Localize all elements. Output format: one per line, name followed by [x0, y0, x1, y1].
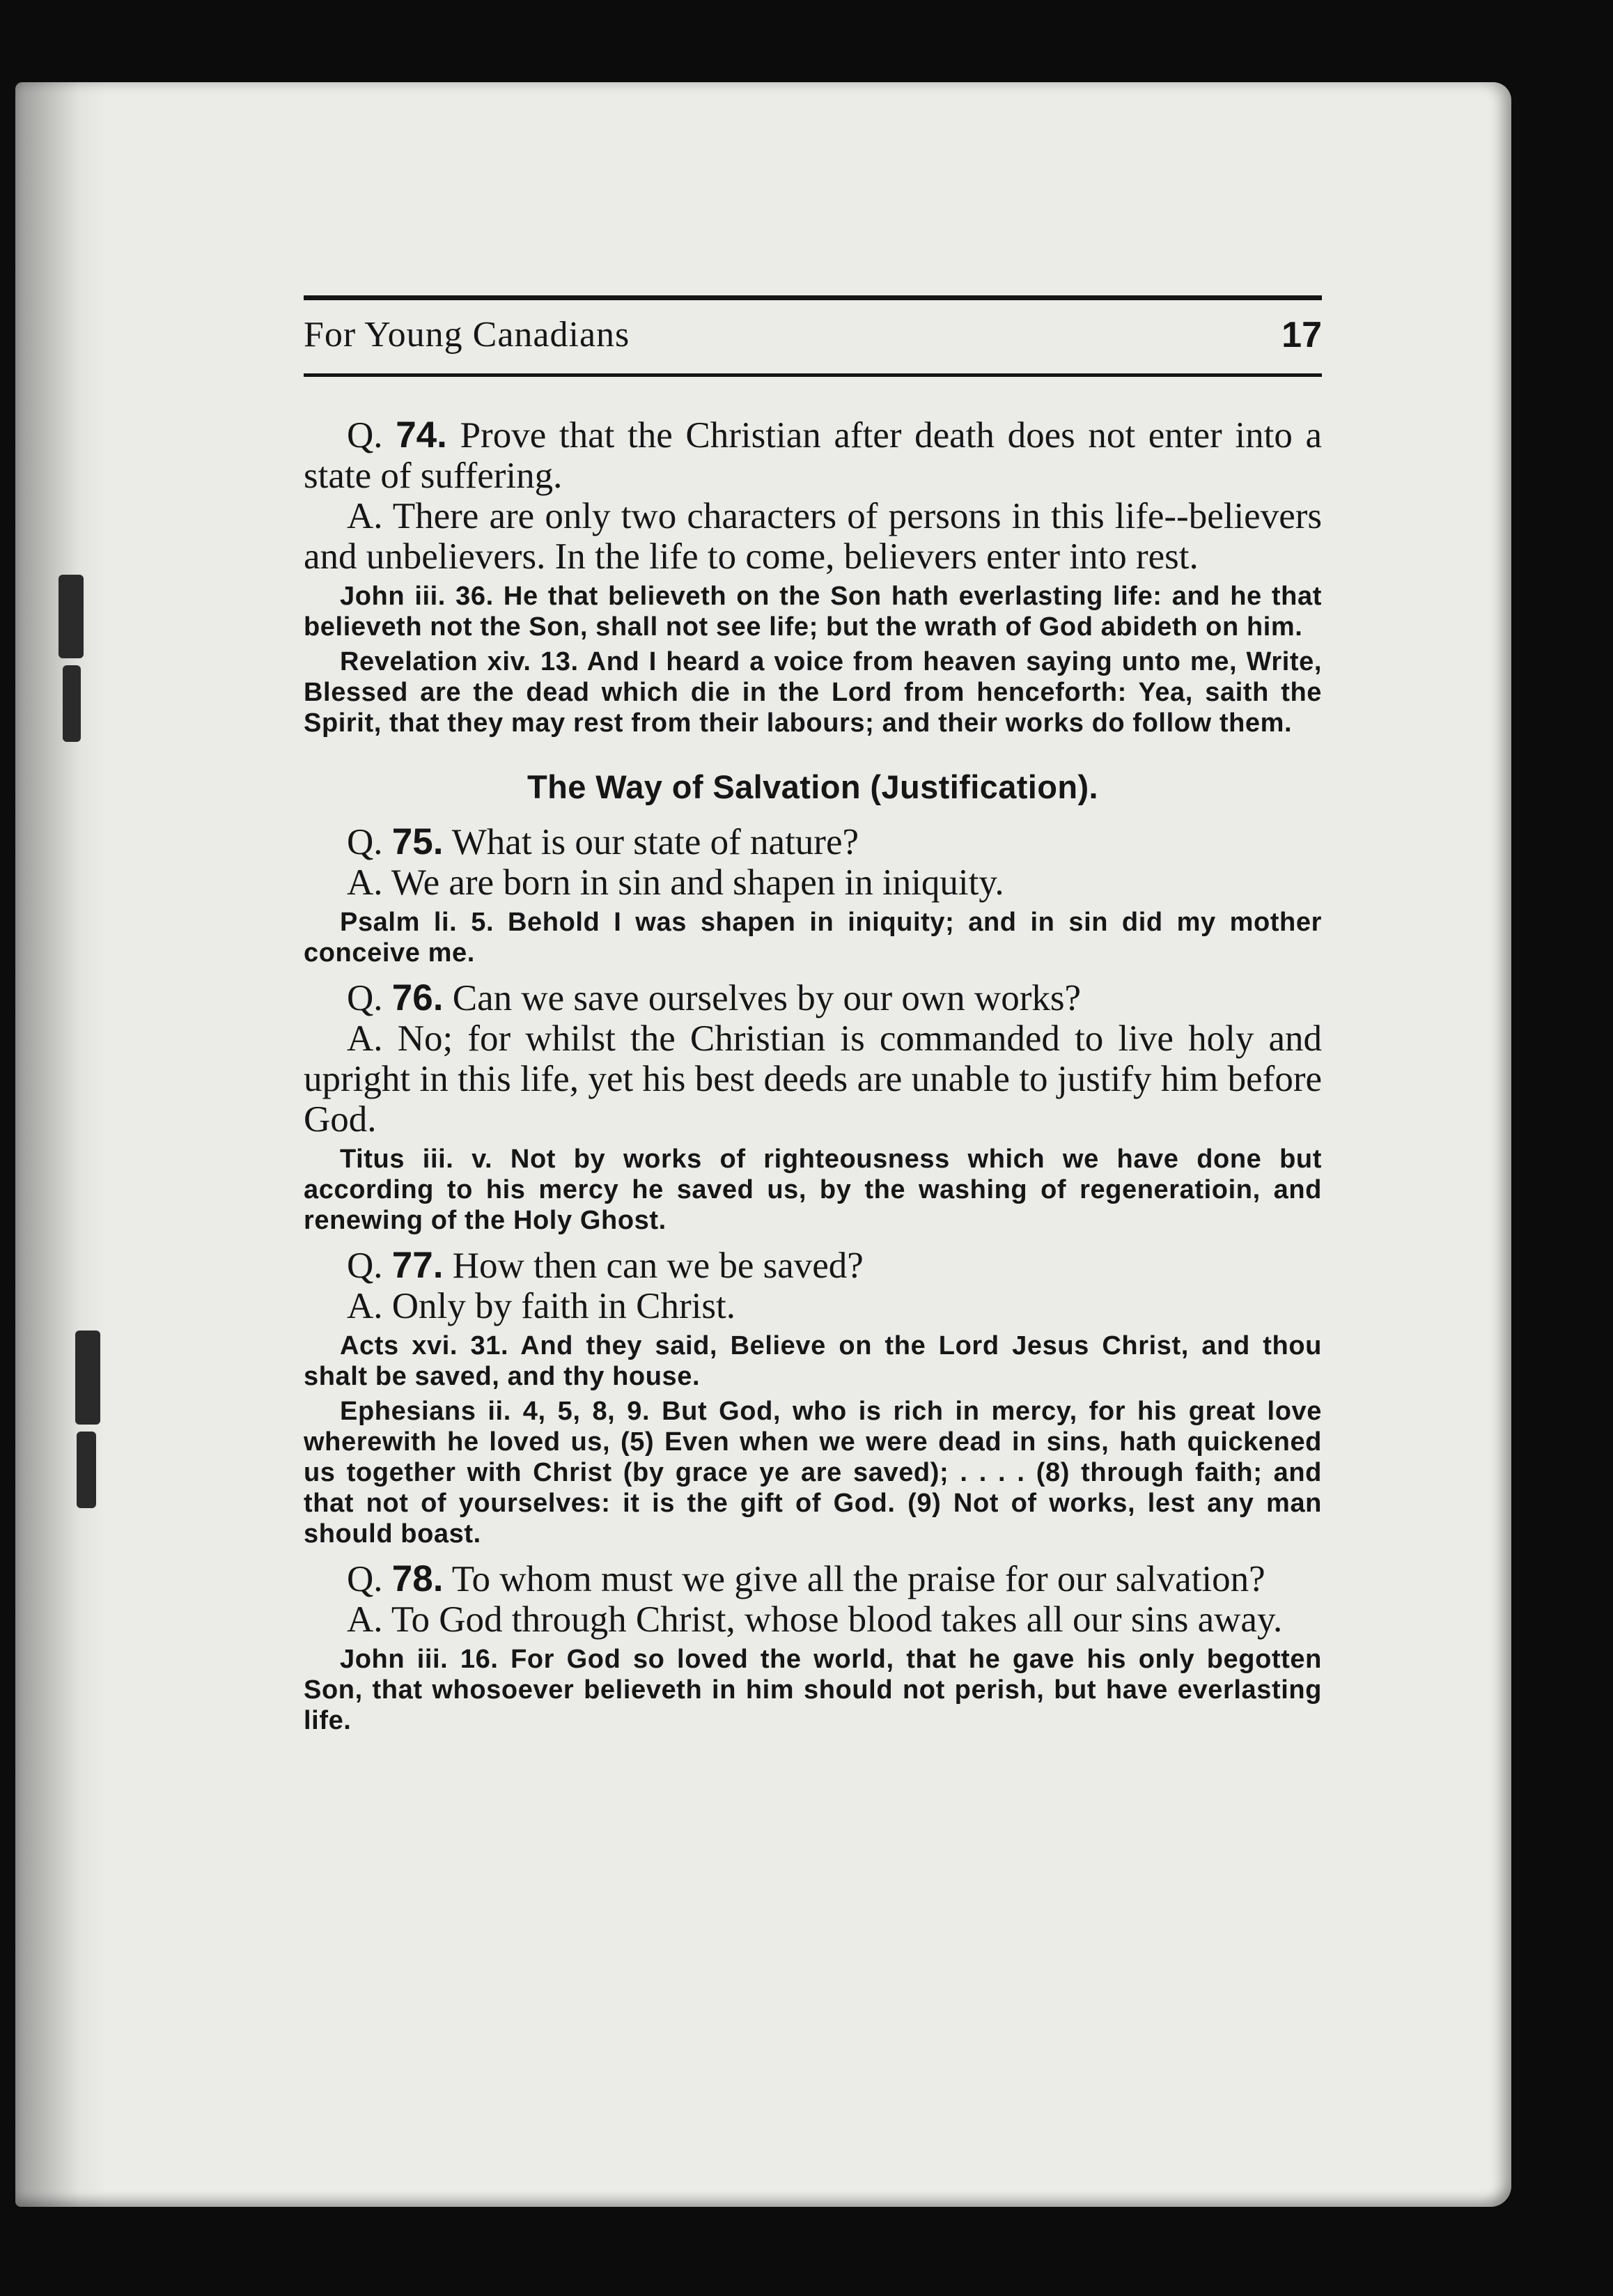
question-78: Q. 78. To whom must we give all the praise for our salvation? — [347, 1558, 1265, 1599]
catechism-question-74 — [304, 415, 1322, 738]
answer-78: A. To God through Christ, whose blood takes all our sins away. — [347, 1599, 1283, 1640]
catechism-question-75 — [304, 822, 1322, 968]
answer-75: A. We are born in sin and shapen in iniquity. — [347, 862, 1004, 903]
page-number: 17 — [1281, 315, 1322, 355]
question-75: Q. 75. What is our state of nature? — [347, 821, 859, 862]
header-top-rule — [304, 295, 1322, 300]
scripture-verse: Titus iii. v. Not by works of righteousness which we have done but according to his mercy he saved us, by the washing of regeneratioin, and renewing of the Holy Ghost. — [304, 1145, 1322, 1235]
scripture-verse: Ephesians ii. 4, 5, 8, 9. But God, who is rich in mercy, for his great love wherewith he loved us, (5) Even when we were dead in sins, hath quickened us together with Christ (by grace ye are saved); . . . . (8) through faith; and that not of yourselves: it is the gift of God. (9) Not of works, lest any man should boast. — [304, 1397, 1322, 1549]
answer-76: A. No; for whilst the Christian is commanded to live holy and upright in this life, yet his best deeds are unable to justify him before God. — [304, 1018, 1322, 1140]
scripture-verse: Psalm li. 5. Behold I was shapen in iniquity; and in sin did my mother conceive me. — [304, 908, 1322, 968]
running-head — [304, 311, 1322, 359]
header-bottom-rule — [304, 373, 1322, 377]
scripture-verse: Acts xvi. 31. And they said, Believe on the Lord Jesus Christ, and thou shalt be saved, and thy house. — [304, 1331, 1322, 1391]
scripture-verse: John iii. 16. For God so loved the world, that he gave his only begotten Son, that whosoever believeth in him should not perish, but have everlasting life. — [304, 1645, 1322, 1735]
binding-stitch — [59, 575, 84, 658]
page-body — [304, 415, 1322, 1736]
scripture-verse: Revelation xiv. 13. And I heard a voice from heaven saying unto me, Write, Blessed are the dead which die in the Lord from henceforth: Yea, saith the Spirit, that they may rest from their labours; and their works do follow them. — [304, 647, 1323, 738]
question-77: Q. 77. How then can we be saved? — [347, 1245, 864, 1286]
answer-77: A. Only by faith in Christ. — [347, 1286, 735, 1326]
scripture-verse: John iii. 36. He that believeth on the Son hath everlasting life: and he that believeth not the Son, shall not see life; but the wrath of God abideth on him. — [304, 582, 1322, 642]
binding-stitch — [63, 665, 81, 742]
catechism-question-77 — [304, 1246, 1322, 1549]
binding-stitch — [77, 1432, 96, 1508]
catechism-question-76 — [304, 978, 1322, 1236]
catechism-question-78 — [304, 1559, 1322, 1736]
question-74: Q. 74. Prove that the Christian after death does not enter into a state of suffering. — [304, 414, 1323, 496]
binding-gutter-shadow — [15, 82, 106, 2207]
binding-stitch — [75, 1331, 100, 1425]
question-76: Q. 76. Can we save ourselves by our own works? — [347, 977, 1081, 1018]
answer-74: A. There are only two characters of persons in this life--believers and unbelievers. In the life to come, believers enter into rest. — [304, 496, 1322, 577]
section-heading: The Way of Salvation (Justification). — [527, 768, 1098, 805]
running-head-title: For Young Canadians — [304, 315, 630, 355]
